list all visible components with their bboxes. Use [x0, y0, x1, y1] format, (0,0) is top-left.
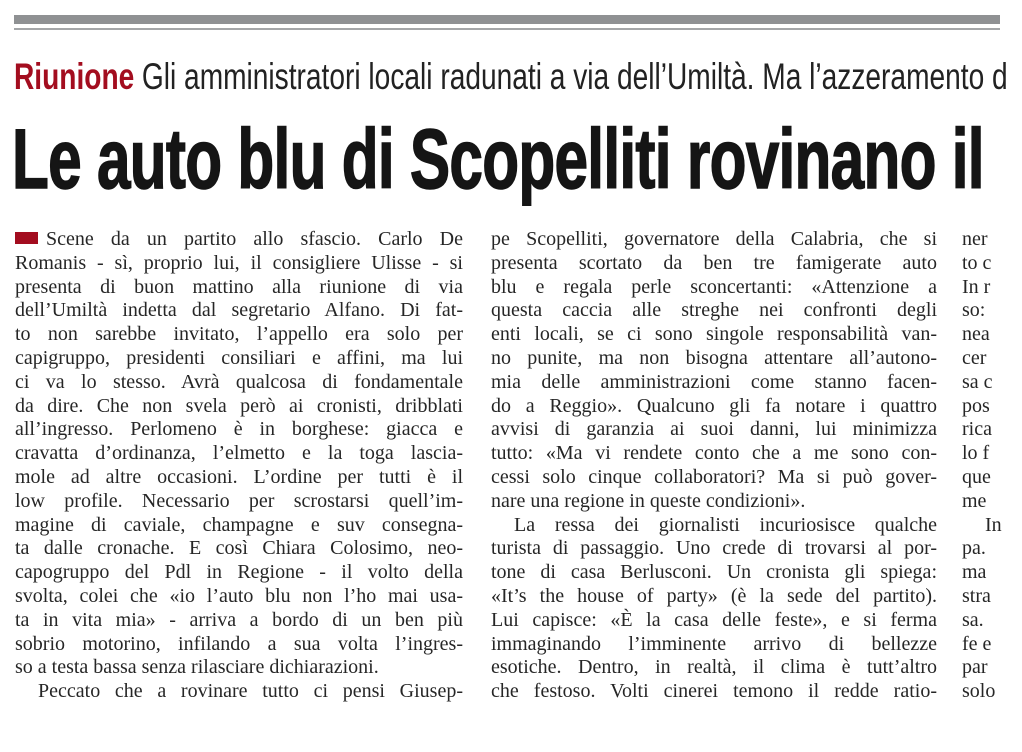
text-line — [491, 228, 937, 252]
text-line — [15, 323, 463, 347]
text-line-content: me — [962, 489, 987, 512]
text-line — [491, 276, 937, 300]
text-line-content: esotiche. Dentro, in realtà, il clima è tutt’altro — [491, 656, 937, 679]
text-line-content: pe Scopelliti, governatore della Calabria, che si — [491, 228, 937, 250]
text-line-content: Lui capisce: «È la casa delle feste», e si ferma — [491, 608, 937, 631]
text-line-content: In r — [962, 275, 991, 298]
text-line — [15, 418, 463, 442]
text-line-content: ner — [962, 228, 988, 250]
text-line — [491, 633, 937, 657]
text-line-content: sa. — [962, 608, 984, 631]
text-line — [962, 633, 1022, 657]
text-line — [15, 609, 463, 633]
text-line — [491, 442, 937, 466]
text-line — [15, 252, 463, 276]
text-line-content: mia delle amministrazioni come stanno facen- — [491, 370, 937, 393]
text-line — [962, 585, 1022, 609]
text-line — [962, 656, 1022, 680]
text-line-content: sobrio motorino, infilando a sua volta l’ingres- — [15, 632, 463, 655]
text-line-content: che festoso. Volti cinerei temono il redde ratio- — [491, 680, 937, 703]
text-line — [15, 347, 463, 371]
text-line-content: low profile. Necessario per scrostarsi quell’im- — [15, 489, 463, 512]
text-line-content: magine di caviale, champagne e suv consegna- — [15, 513, 463, 536]
text-line-content: cravatta d’ordinanza, l’elmetto e la toga lascia- — [15, 442, 463, 465]
text-line — [962, 371, 1022, 395]
text-line-content: immaginando l’imminente arrivo di bellezze — [491, 632, 937, 655]
text-line — [962, 299, 1022, 323]
text-line-content: capogruppo del Pdl in Regione - il volto della — [15, 561, 463, 584]
text-line — [15, 537, 463, 561]
text-line — [15, 585, 463, 609]
text-line-content: ta dalle cronache. E così Chiara Colosimo, neo- — [15, 537, 463, 560]
text-line — [491, 585, 937, 609]
text-line-content: ta in vita mia» - arriva a bordo di un ben più — [15, 608, 463, 631]
text-line-content: all’ingresso. Perlomeno è in borghese: giacca e — [15, 418, 463, 441]
text-line-content: sa c — [962, 370, 993, 393]
text-line — [15, 466, 463, 490]
text-line — [962, 418, 1022, 442]
text-line-content: questa caccia alle streghe nei confronti degli — [491, 299, 937, 322]
text-line-content: ma — [962, 561, 987, 584]
text-line-content: «It’s the house of party» (è la sede del partito). — [491, 584, 937, 607]
text-line-content: Romanis - sì, proprio lui, il consigliere Ulisse - si — [15, 251, 463, 274]
text-line-content: blu e regala perle sconcertanti: «Attenzione a — [491, 275, 937, 298]
text-line-content: capigruppo, presidenti consiliari e affini, ma lui — [15, 346, 463, 369]
article-column-2 — [491, 228, 937, 704]
text-line-content: do a Reggio». Qualcuno gli fa notare i quattro — [491, 394, 937, 417]
text-line — [491, 609, 937, 633]
text-line-content: nare una regione in queste condizioni». — [491, 489, 806, 512]
text-line — [15, 276, 463, 300]
text-line — [962, 490, 1022, 514]
text-line-content: so a testa bassa senza rilasciare dichiarazioni. — [15, 656, 379, 679]
text-line — [491, 466, 937, 490]
text-line-content: lo f — [962, 442, 990, 465]
text-line — [962, 466, 1022, 490]
text-line — [962, 680, 1022, 704]
text-line — [962, 537, 1022, 561]
text-line-content: enti locali, se ci sono singole responsabilità van- — [491, 323, 937, 346]
article-column-1 — [15, 228, 463, 704]
text-line — [15, 633, 463, 657]
text-line-content: La ressa dei giornalisti incuriosisce qualche — [514, 513, 937, 536]
text-line-content: pos — [962, 394, 990, 417]
text-line — [962, 442, 1022, 466]
text-line-content: to non sarebbe invitato, l’appello era solo per — [15, 323, 463, 346]
text-line-content: pa. — [962, 537, 986, 560]
text-line — [491, 537, 937, 561]
text-line — [491, 395, 937, 419]
text-line — [15, 514, 463, 538]
text-line — [15, 490, 463, 514]
text-line — [491, 371, 937, 395]
header-rule-thick — [14, 15, 1000, 24]
text-line — [491, 656, 937, 680]
text-line-content: par — [962, 656, 988, 679]
text-line — [962, 609, 1022, 633]
text-line — [15, 442, 463, 466]
text-line — [962, 395, 1022, 419]
kicker — [14, 56, 1008, 98]
text-line — [491, 252, 937, 276]
text-line-content: Peccato che a rovinare tutto ci pensi Giusep- — [38, 680, 463, 703]
text-line-content: avvisi di garanzia ai suoi danni, lui minimizza — [491, 418, 937, 441]
text-line — [962, 561, 1022, 585]
text-line — [15, 299, 463, 323]
text-line-content: presenta di buon mattino alla riunione di via — [15, 275, 463, 298]
text-line-content: nea — [962, 323, 990, 346]
text-line-content: so: — [962, 299, 986, 322]
text-line-content: solo — [962, 680, 996, 703]
text-line-content: ci va lo stesso. Avrà qualcosa di fondamentale — [15, 370, 463, 393]
text-line — [15, 680, 463, 704]
text-line — [962, 347, 1022, 371]
text-line — [491, 323, 937, 347]
text-line — [962, 252, 1022, 276]
text-line — [491, 680, 937, 704]
text-line — [491, 561, 937, 585]
text-line-content: no punite, ma non bisogna attentare all’autono- — [491, 346, 937, 369]
text-line-content: rica — [962, 418, 992, 441]
text-line — [491, 347, 937, 371]
text-line — [15, 561, 463, 585]
text-line-content: Scene da un partito allo sfascio. Carlo De — [46, 228, 463, 250]
red-square-bullet-icon — [15, 232, 38, 244]
text-line-content: to c — [962, 251, 992, 274]
text-line-content: que — [962, 465, 991, 488]
article-column-3 — [962, 228, 1022, 704]
text-line-content: In — [985, 513, 1002, 536]
text-line-content: presenta scortato da ben tre famigerate auto — [491, 251, 937, 274]
text-line-content: svolta, colei che «io l’auto blu non l’ho mai usa- — [15, 584, 463, 607]
text-line-content: tutto: «Ma vi rendete conto che a me sono con- — [491, 442, 937, 465]
header-rule-thin — [14, 28, 1000, 30]
text-line — [491, 490, 937, 514]
text-line — [962, 514, 1022, 538]
text-line — [15, 228, 463, 252]
kicker-label: Riunione — [14, 56, 135, 97]
text-line-content: fe e — [962, 632, 992, 655]
text-line — [15, 395, 463, 419]
text-line-content: dell’Umiltà indetta dal segretario Alfano. Di fat- — [15, 299, 463, 322]
text-line-content: da dire. Che non svela però ai cronisti, dribblati — [15, 394, 463, 417]
text-line — [491, 299, 937, 323]
text-line — [962, 323, 1022, 347]
text-line — [962, 228, 1022, 252]
text-line — [491, 418, 937, 442]
kicker-text: Gli amministratori locali radunati a via dell’Umiltà. Ma l’azzeramento d — [141, 56, 1008, 97]
text-line — [15, 371, 463, 395]
text-line-content: tone di casa Berlusconi. Un cronista gli spiega: — [491, 561, 937, 584]
headline: Le auto blu di Scopelliti rovinano il — [12, 112, 984, 206]
text-line — [15, 656, 463, 680]
text-line-content: cer — [962, 346, 987, 369]
text-line — [962, 276, 1022, 300]
text-line-content: cessi solo cinque collaboratori? Ma si può gover- — [491, 465, 937, 488]
text-line-content: mole ad altre occasioni. L’ordine per tutti è il — [15, 465, 463, 488]
text-line-content: stra — [962, 584, 991, 607]
text-line — [491, 514, 937, 538]
text-line-content: turista di passaggio. Uno crede di trovarsi al por- — [491, 537, 937, 560]
